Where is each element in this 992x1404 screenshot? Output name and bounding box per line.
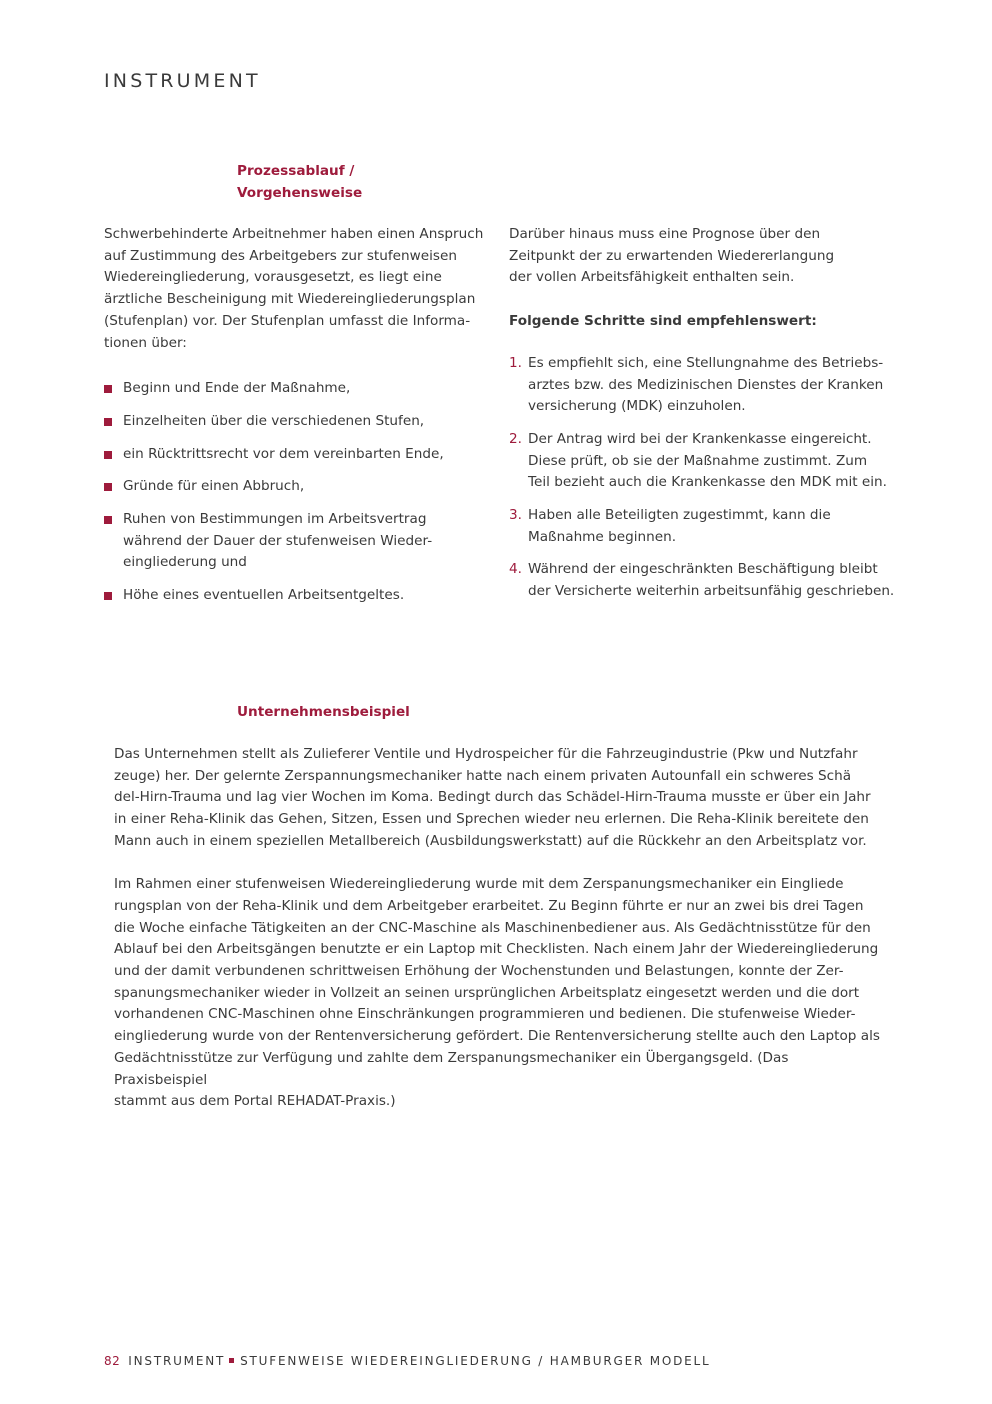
left-column — [104, 224, 489, 607]
intro-line: tionen über: — [104, 334, 187, 351]
example-line: in einer Reha-Klinik das Gehen, Sitzen, Essen und Sprechen wieder neu erlernen. Die Reha-Klinik bereitete den — [114, 811, 869, 828]
example-line: Ablauf bei den Arbeitsgängen benutzte er ein Laptop mit Checklisten. Nach einem Jahr der Wiedereingliederung — [114, 941, 879, 958]
step-text: Diese prüft, ob sie der Maßnahme zustimmt. Zum — [528, 452, 868, 469]
example-line: die Woche einfache Tätigkeiten an der CNC-Maschine als Maschinenbediener aus. Als Gedächtnisstütze für den — [114, 919, 871, 936]
steps-heading: Folgende Schritte sind empfehlenswert: — [509, 313, 817, 330]
example-line: zeuge) her. Der gelernte Zerspannungsmechaniker hatte nach einem privaten Autounfall ein schweres Schä — [114, 767, 852, 784]
step-text: versicherung (MDK) einzuholen. — [528, 398, 746, 415]
step-text: Der Antrag wird bei der Krankenkasse eingereicht. — [528, 430, 872, 447]
step-item — [509, 559, 909, 602]
example-line: stammt aus dem Portal REHADAT-Praxis.) — [114, 1093, 396, 1110]
bullet-square-icon — [104, 451, 112, 459]
bullet-item — [104, 411, 489, 433]
bullet-text: eingliederung und — [123, 554, 247, 571]
example-text — [114, 744, 884, 1113]
intro-line: (Stufenplan) vor. Der Stufenplan umfasst die Informa- — [104, 312, 471, 329]
bullet-square-icon — [104, 516, 112, 524]
bullet-text: während der Dauer der stufenweisen Wieder- — [123, 532, 433, 549]
step-text: Teil bezieht auch die Krankenkasse den MDK mit ein. — [528, 474, 887, 491]
process-heading-line1: Prozessablauf / — [237, 163, 355, 179]
example-line: Das Unternehmen stellt als Zulieferer Ventile und Hydrospeicher für die Fahrzeugindustrie (Pkw und Nutzfahr — [114, 746, 858, 762]
intro-line: ärztliche Bescheinigung mit Wiedereingliederungsplan — [104, 291, 476, 308]
intro-line: auf Zustimmung des Arbeitgebers zur stufenweisen — [104, 247, 457, 264]
bullet-square-icon — [104, 418, 112, 426]
step-text: Es empfiehlt sich, eine Stellungnahme des Betriebs- — [528, 354, 884, 371]
example-line: Gedächtnisstütze zur Verfügung und zahlte dem Zerspanungsmechaniker ein Übergangsgeld. (Das Praxisbeispiel — [114, 1049, 789, 1088]
process-heading — [237, 160, 457, 204]
step-number: 3. — [509, 507, 522, 524]
example-line: vorhandenen CNC-Maschinen ohne Einschränkungen programmieren und bedienen. Die stufenweise Wieder- — [114, 1006, 856, 1023]
footer-square-icon — [229, 1358, 234, 1363]
page-footer — [104, 1354, 711, 1368]
step-item — [509, 429, 909, 494]
step-text: Während der eingeschränkten Beschäftigung bleibt — [528, 561, 878, 578]
footer-section: INSTRUMENT — [128, 1354, 226, 1368]
step-number: 1. — [509, 354, 522, 371]
example-line: del-Hirn-Trauma und lag vier Wochen im Koma. Bedingt durch das Schädel-Hirn-Trauma musste er über ein Jahr — [114, 789, 871, 806]
example-line: eingliederung wurde von der Rentenversicherung gefördert. Die Rentenversicherung stellte auch den Laptop als — [114, 1028, 880, 1045]
prognosis-line: der vollen Arbeitsfähigkeit enthalten sein. — [509, 269, 795, 286]
bullet-square-icon — [104, 592, 112, 600]
bullet-text: Einzelheiten über die verschiedenen Stufen, — [123, 412, 425, 429]
bullet-square-icon — [104, 385, 112, 393]
steps-list — [509, 353, 909, 603]
example-line: rungsplan von der Reha-Klinik und dem Arbeitgeber erarbeitet. Zu Beginn führte er nur an zwei bis drei Tagen — [114, 897, 864, 914]
example-line: Mann auch in einem speziellen Metallbereich (Ausbildungswerkstatt) auf die Rückkehr an den Arbeitsplatz vor. — [114, 832, 867, 849]
footer-title: STUFENWEISE WIEDEREINGLIEDERUNG / HAMBURGER MODELL — [240, 1354, 711, 1368]
step-text: arztes bzw. des Medizinischen Dienstes der Kranken — [528, 376, 884, 393]
intro-line: Schwerbehinderte Arbeitnehmer haben einen Anspruch — [104, 226, 484, 242]
step-text: der Versicherte weiterhin arbeitsunfähig geschrieben. — [528, 583, 895, 600]
info-bullet-list — [104, 378, 489, 607]
step-text: Haben alle Beteiligten zugestimmt, kann die — [528, 507, 831, 524]
right-column — [509, 224, 909, 603]
step-item — [509, 353, 909, 418]
bullet-text: Ruhen von Bestimmungen im Arbeitsvertrag — [123, 511, 427, 528]
example-line: spanungsmechaniker wieder in Vollzeit an seinen ursprünglichen Arbeitsplatz eingesetzt werden und die dort — [114, 984, 860, 1001]
page-number: 82 — [104, 1354, 121, 1368]
bullet-item — [104, 378, 489, 400]
section-label: INSTRUMENT — [104, 70, 261, 92]
bullet-text: ein Rücktrittsrecht vor dem vereinbarten Ende, — [123, 445, 444, 462]
example-line: und der damit verbundenen schrittweisen Erhöhung der Wochenstunden und Belastungen, konnte der Zer- — [114, 963, 844, 980]
intro-line: Wiedereingliederung, vorausgesetzt, es liegt eine — [104, 269, 442, 286]
example-heading: Unternehmensbeispiel — [237, 704, 410, 720]
bullet-item — [104, 585, 489, 607]
step-text: Maßnahme beginnen. — [528, 528, 677, 545]
intro-paragraph — [104, 224, 489, 354]
prognosis-line: Zeitpunkt der zu erwartenden Wiedererlangung — [509, 247, 835, 264]
step-number: 4. — [509, 561, 522, 578]
bullet-text: Beginn und Ende der Maßnahme, — [123, 380, 351, 397]
prognosis-paragraph — [509, 224, 909, 289]
bullet-text: Gründe für einen Abbruch, — [123, 478, 305, 495]
bullet-text: Höhe eines eventuellen Arbeitsentgeltes. — [123, 587, 405, 604]
bullet-item — [104, 509, 489, 574]
example-paragraph-1 — [114, 744, 884, 853]
example-line: Im Rahmen einer stufenweisen Wiedereingliederung wurde mit dem Zerspanungsmechaniker ein Eingliede — [114, 876, 844, 893]
bullet-item — [104, 476, 489, 498]
process-heading-line2: Vorgehensweise — [237, 185, 363, 201]
bullet-square-icon — [104, 483, 112, 491]
prognosis-line: Darüber hinaus muss eine Prognose über den — [509, 226, 821, 242]
bullet-item — [104, 444, 489, 466]
example-paragraph-2 — [114, 874, 884, 1113]
step-item — [509, 505, 909, 548]
step-number: 2. — [509, 430, 522, 447]
